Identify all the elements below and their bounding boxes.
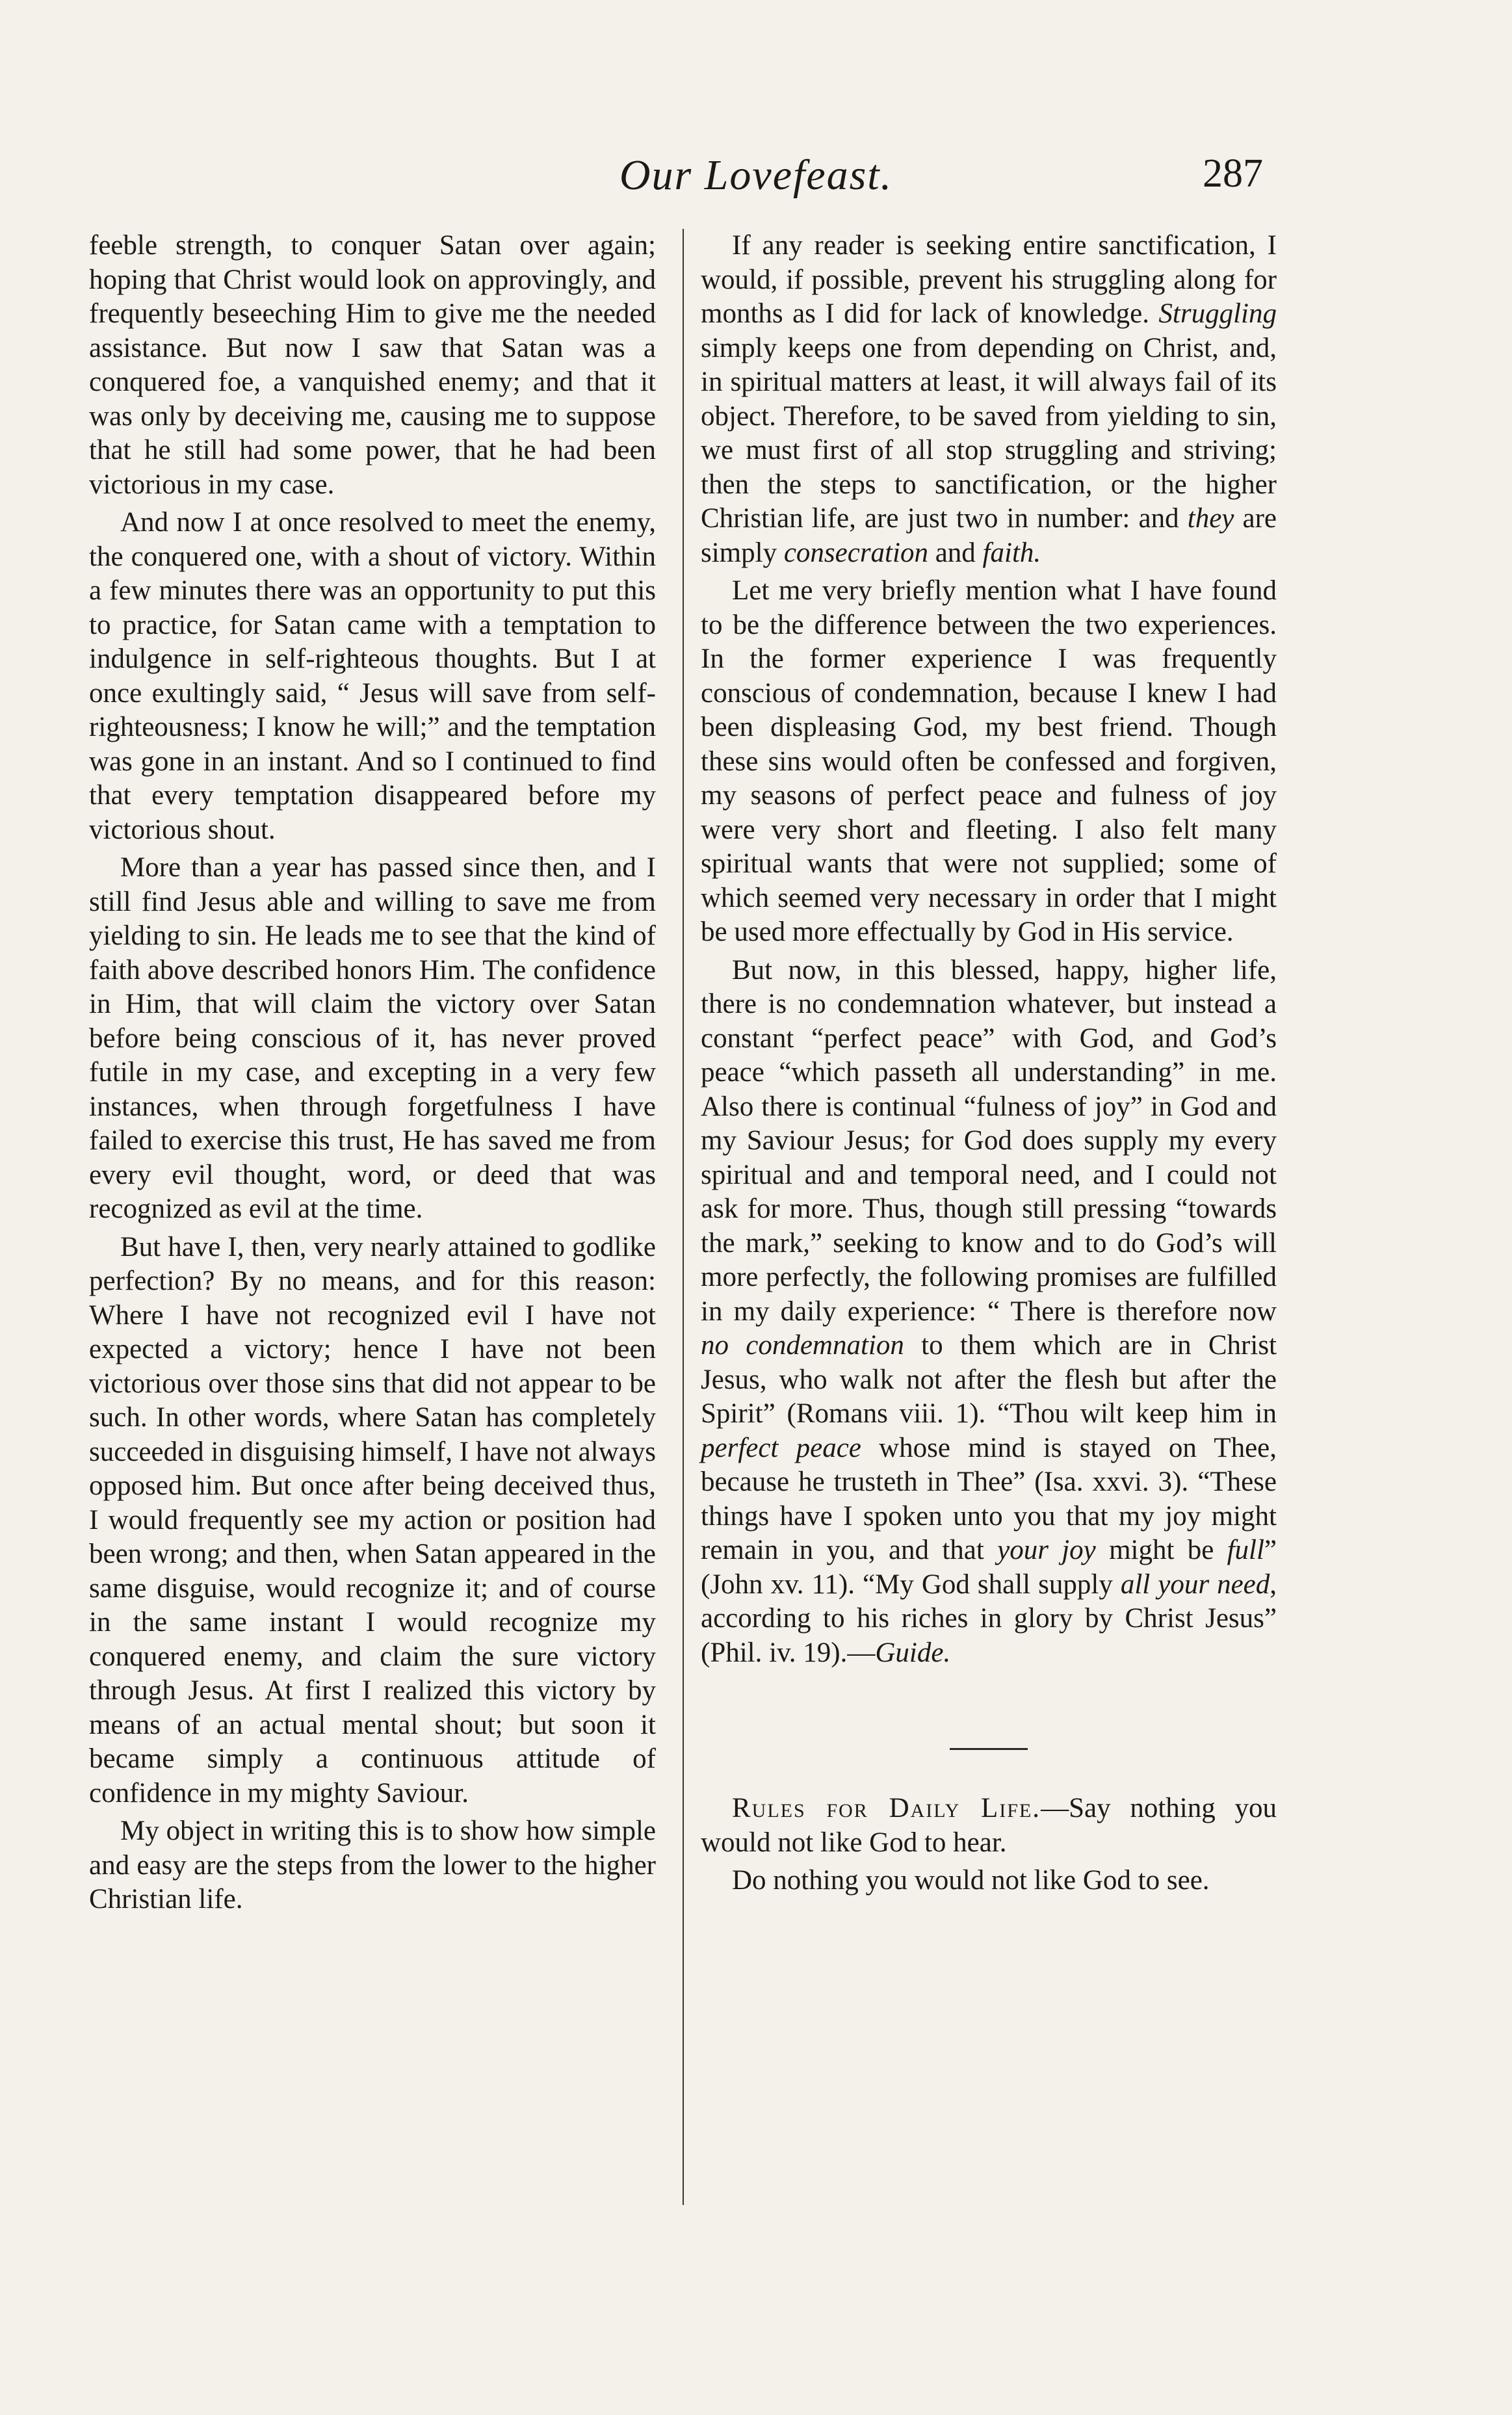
emphasis: Guide. (875, 1637, 951, 1668)
paragraph: My object in writing this is to show how simple and easy are the steps from the lower to the higher Christian life. (89, 1816, 656, 1914)
paragraph (701, 1792, 1277, 1860)
emphasis: faith. (982, 537, 1041, 568)
paragraph: Do nothing you would not like God to see. (732, 1865, 1210, 1896)
right-column (701, 229, 1277, 1898)
emphasis: full (1227, 1535, 1264, 1565)
text-run: ” (John xv. 11). “My God shall supply (701, 1535, 1277, 1600)
emphasis: consecration (783, 537, 928, 568)
paragraph: And now I at once resolved to meet the enemy, the conquered one, with a shout of victory. Within a few minutes there was an opportunity to put this to practice, for Satan came with a temptation to indulgence in self-righteous thoughts. But I at once exultingly said, “ Jesus will save from self-righteousness; I know he will;” and the temptation was gone in an instant. And so I continued to find that every temptation disappeared before my victorious shout. (89, 507, 656, 845)
paragraph (701, 229, 1277, 570)
text-run: simply keeps one from depending on Christ, and, in spiritual matters at least, it will always fail of its object. Therefore, to be saved from yielding to sin, we must first of all stop struggling and striving; then the steps to sanctification, or the higher Christian life, are just two in number: and (701, 332, 1277, 534)
emphasis: Struggling (1158, 298, 1277, 329)
section-rule (950, 1748, 1028, 1750)
paragraph: More than a year has passed since then, and I still find Jesus able and willing to save me from yielding to sin. He leads me to see that the kind of faith above described honors Him. The confidence in Him, that will claim the victory over Satan before being conscious of it, has never proved futile in my case, and excepting in a very few instances, when through forgetfulness I have failed to exercise this trust, He has saved me from every evil thought, word, or deed that was recognized as evil at the time. (89, 852, 656, 1224)
page-title: Our Lovefeast. (619, 151, 893, 199)
text-run: to them which are in Christ Jesus, who walk not after the flesh but after the Spirit” (Romans viii. 1). “Thou wilt keep him in (701, 1330, 1277, 1429)
text-run: , according to his riches in glory by Christ Jesus” (Phil. iv. 19).— (701, 1569, 1277, 1668)
rules-heading: Rules for Daily Life. (732, 1793, 1041, 1823)
paragraph (701, 954, 1277, 1671)
text-run: If any reader is seeking entire sanctification, I would, if possible, prevent his struggling along for months as I did for lack of knowledge. (701, 230, 1277, 329)
emphasis: your joy (997, 1535, 1096, 1565)
emphasis: all your need (1120, 1569, 1270, 1600)
text-run: But now, in this blessed, happy, higher life, there is no condemnation whatever, but instead a constant “perfect peace” with God, and God’s peace “which passeth all understanding” in me. Also there is continual “fulness of joy” in God and my Saviour Jesus; for God does supply my every spiritual and and temporal need, and I could not ask for more. Thus, though still pressing “towards the mark,” seeking to know and to do God’s will more perfectly, the following promises are fulfilled in my daily experience: “ There is therefore now (701, 954, 1277, 1327)
text-run: —Say nothing you would not like God to hear. (701, 1793, 1277, 1858)
paragraph: Let me very briefly mention what I have found to be the difference between the two experiences. In the former experience I was frequently conscious of condemnation, because I knew I had been displeasing God, my best friend. Though these sins would often be confessed and forgiven, my seasons of perfect peace and fulness of joy were very short and fleeting. I also felt many spiritual wants that were not supplied; some of which seemed very necessary in order that I might be used more effectually by God in His service. (701, 575, 1277, 947)
text-run: whose mind is stayed on Thee, because he trusteth in Thee” (Isa. xxvi. 3). “These things have I spoken unto you that my joy might remain in you, and that (701, 1432, 1277, 1565)
left-column (89, 229, 656, 1917)
paragraph: feeble strength, to conquer Satan over again; hoping that Christ would look on approvingly, and frequently beseeching Him to give me the needed assistance. But now I saw that Satan was a conquered foe, a vanquished enemy; and that it was only by deceiving me, causing me to suppose that he still had some power, that he had been victorious in my case. (89, 230, 656, 500)
text-run: are simply (701, 503, 1277, 568)
paragraph: But have I, then, very nearly attained to godlike perfection? By no means, and for this reason: Where I have not recognized evil I have not expected a victory; hence I have not been victorious over those sins that did not appear to be such. In other words, where Satan has completely succeeded in disguising himself, I have not always opposed him. But once after being deceived thus, I would frequently see my action or position had been wrong; and then, when Satan appeared in the same disguise, would recognize it; and of course in the same instant I would recognize my conquered enemy, and claim the sure victory through Jesus. At first I realized this victory by means of an actual mental shout; but soon it became simply a continuous attitude of confidence in my mighty Saviour. (89, 1231, 656, 1808)
emphasis: perfect peace (701, 1432, 861, 1463)
text-run: might be (1109, 1535, 1214, 1565)
emphasis: no condemnation (701, 1330, 904, 1361)
page-number: 287 (1203, 151, 1263, 196)
column-divider (683, 229, 684, 2205)
emphasis: they (1187, 503, 1234, 534)
text-run: and (935, 537, 976, 568)
